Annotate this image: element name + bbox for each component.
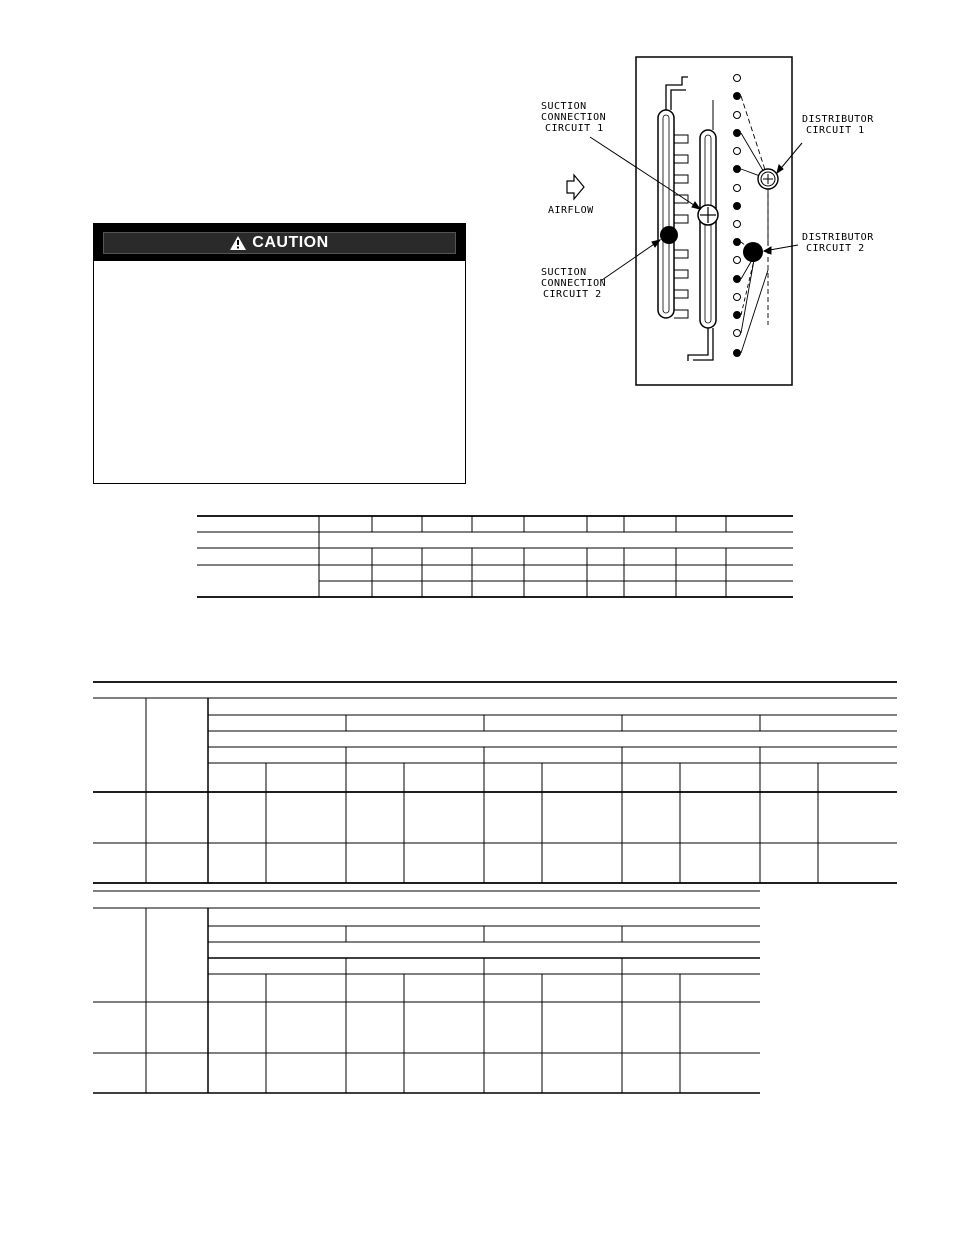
label-airflow: AIRFLOW (548, 205, 594, 216)
label-suction-circuit-2: SUCTION CONNECTION CIRCUIT 2 (541, 267, 607, 300)
label-distributor-circuit-2: DISTRIBUTOR CIRCUIT 2 (802, 232, 874, 254)
caution-title: CAUTION (252, 234, 329, 251)
label-suction-circuit-1: SUCTION CONNECTION CIRCUIT 1 (541, 101, 607, 134)
large-table-2 (93, 891, 760, 1093)
label-distributor-circuit-1: DISTRIBUTOR CIRCUIT 1 (802, 114, 874, 136)
small-table (197, 516, 793, 597)
large-table-1 (93, 682, 897, 883)
